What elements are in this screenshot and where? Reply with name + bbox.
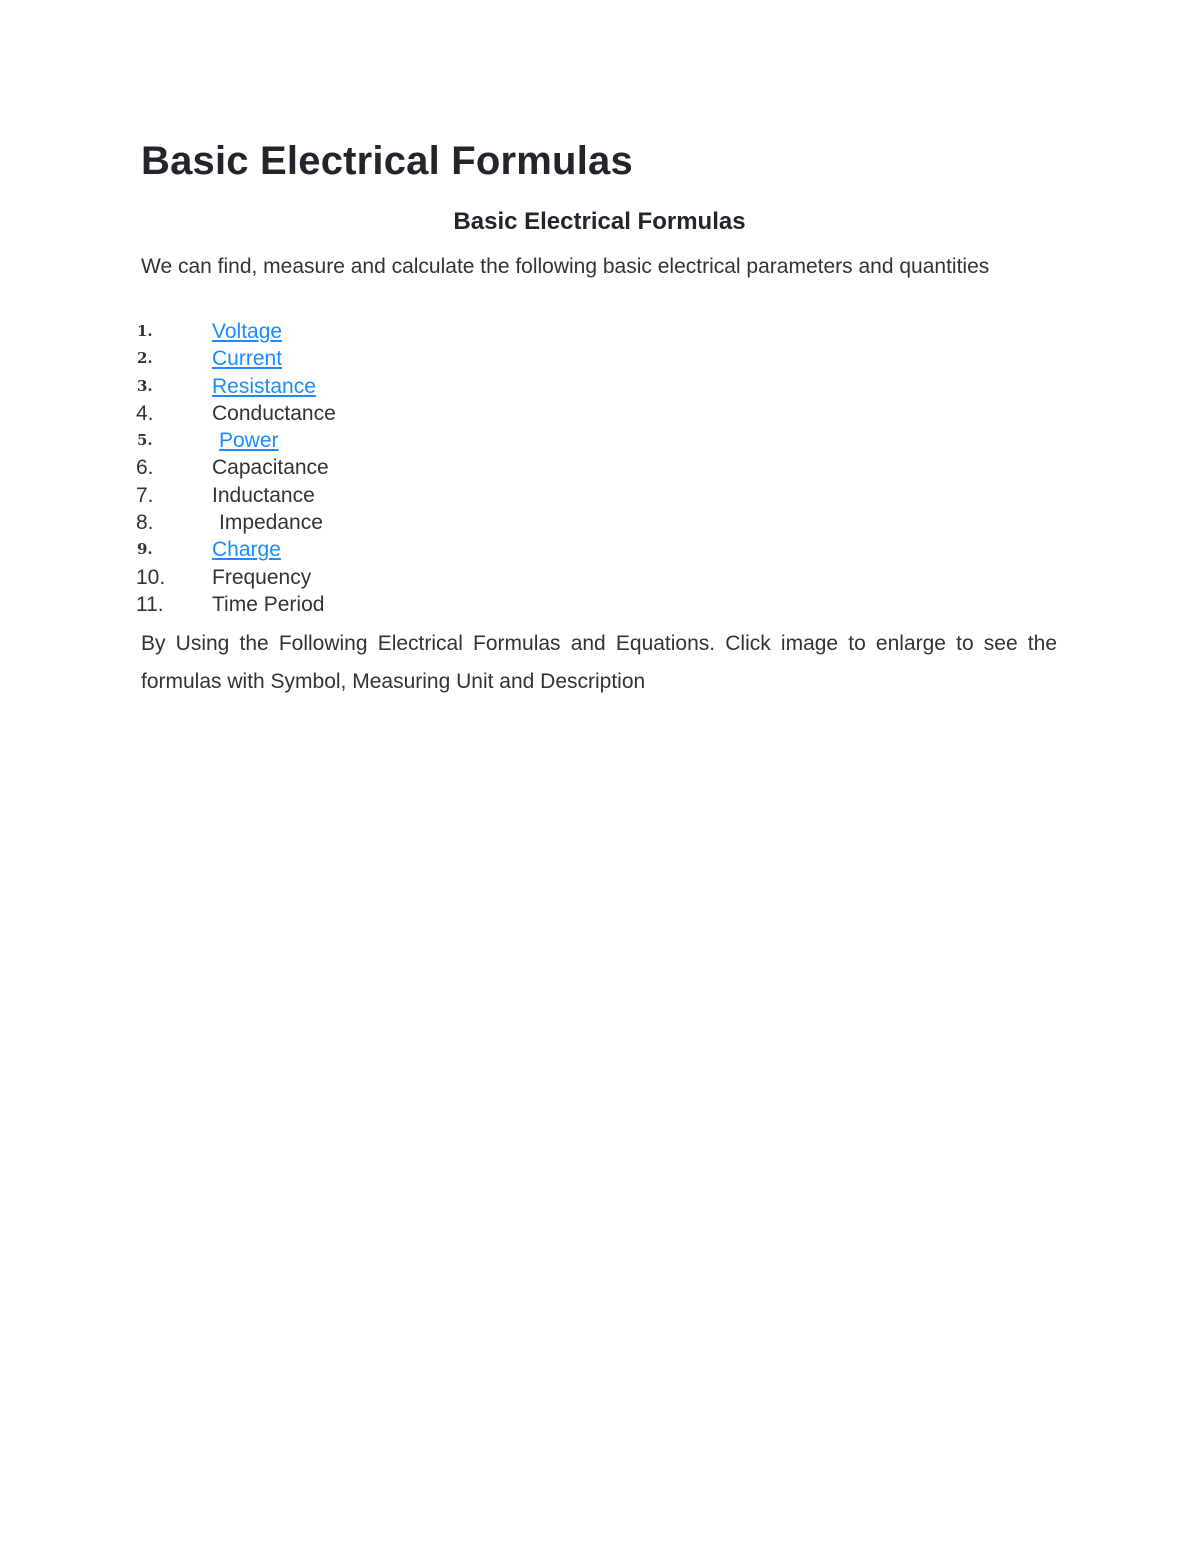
impedance-label: Impedance <box>219 511 323 535</box>
list-number: 4. <box>136 401 154 425</box>
page-title: Basic Electrical Formulas <box>141 139 633 183</box>
current-link[interactable]: Current <box>212 347 283 371</box>
list-number: 11. <box>136 592 164 616</box>
list-number: 9. <box>137 540 153 559</box>
list-number: 7. <box>136 483 154 507</box>
voltage-link[interactable]: Voltage <box>212 320 283 343</box>
list-number: 8. <box>136 511 154 535</box>
frequency-label: Frequency <box>212 565 312 589</box>
list-number: 3. <box>137 376 153 395</box>
outro-paragraph: By Using the Following Electrical Formulas and Equations. Click image to enlarge to see the formulas with Symbol, Measuring Unit and Description <box>141 632 1057 693</box>
inductance-label: Inductance <box>212 483 315 507</box>
conductance-label: Conductance <box>212 401 336 425</box>
time-period-label: Time Period <box>212 592 325 616</box>
charge-link[interactable]: Charge <box>212 538 281 562</box>
capacitance-label: Capacitance <box>212 456 329 480</box>
intro-paragraph: We can find, measure and calculate the following basic electrical parameters and quantities <box>141 255 990 278</box>
list-number: 2. <box>137 349 153 368</box>
list-number: 6. <box>136 456 154 480</box>
section-heading: Basic Electrical Formulas <box>453 208 746 235</box>
list-number: 1. <box>137 322 153 340</box>
list-number: 10. <box>136 565 166 589</box>
power-link[interactable]: Power <box>219 429 279 453</box>
resistance-link[interactable]: Resistance <box>212 374 316 398</box>
list-number: 5. <box>137 431 153 450</box>
